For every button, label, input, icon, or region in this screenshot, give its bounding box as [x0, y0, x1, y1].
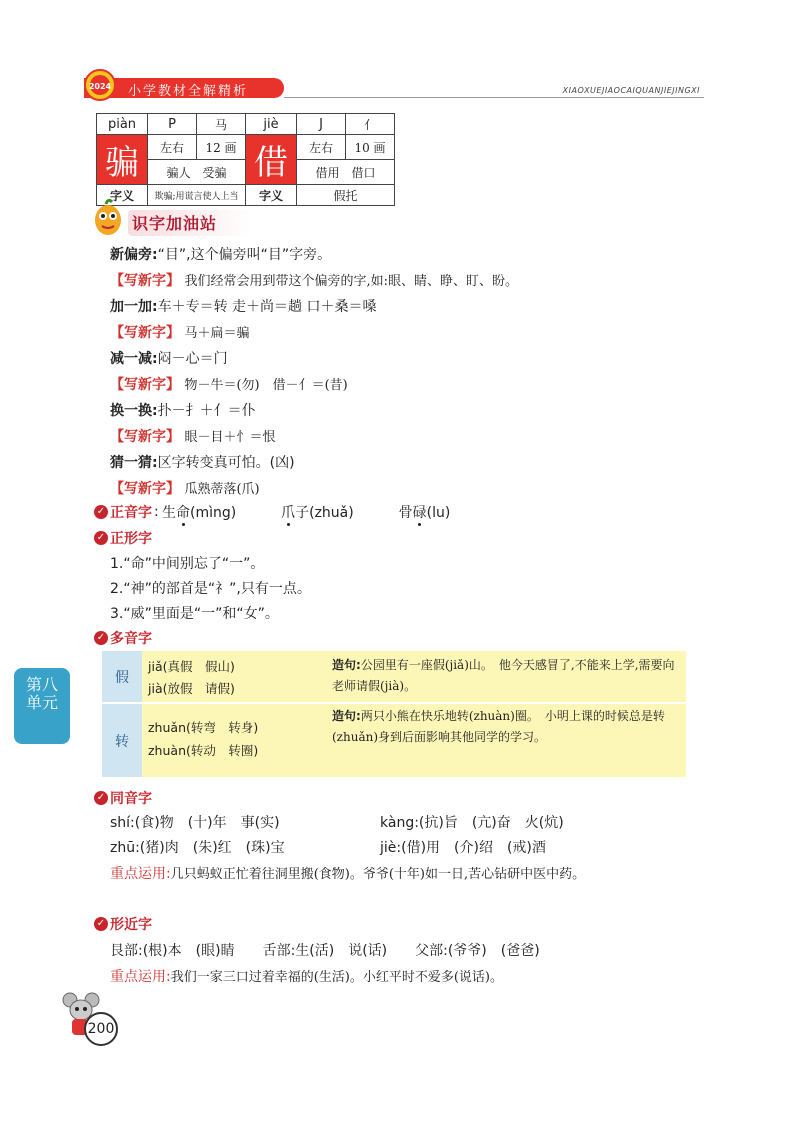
unit-tab-line-2: 单元: [25, 693, 58, 712]
write-line-5: 【写新字】 瓜熟蒂落(爪): [110, 481, 260, 497]
check-icon: ✓: [94, 505, 108, 519]
structure-1: 左右: [148, 135, 197, 160]
zhengxing-item-2: 2.“神”的部首是“礻”,只有一点。: [110, 581, 311, 597]
meaning-1: 欺骗;用谎言使人上当: [148, 185, 246, 206]
xingjin-line: 艮部:(根)本 (眼)睛 舌部:生(活) 说(话) 父部:(爷爷) (爸爸): [110, 943, 540, 959]
guess-line: 猜一猜:区字转变真可怕。(凶): [110, 455, 295, 471]
zhengxing-section: ✓ 正形字: [94, 528, 152, 548]
words-2: 借用 借口: [297, 160, 395, 185]
polyphone-separator: [102, 702, 686, 704]
radical-1: 马: [197, 114, 246, 135]
check-icon: ✓: [94, 917, 108, 931]
tongyin-line-2a: zhū:(猪)肉 (朱)红 (珠)宝: [110, 840, 285, 856]
write-line-3: 【写新字】 物－牛＝(勿) 借－亻＝(昔): [110, 377, 348, 393]
meaning-2: 假托: [297, 185, 395, 206]
check-icon: ✓: [94, 531, 108, 545]
order-mark-1: P: [148, 114, 197, 135]
swap-line: 换一换:扑－扌＋亻＝仆: [110, 403, 256, 419]
tongyin-line-1a: shí:(食)物 (十)年 事(实): [110, 815, 280, 831]
zhengyin-section: ✓ 正音字 :: [94, 502, 159, 522]
order-mark-2: J: [297, 114, 346, 135]
check-icon: ✓: [94, 631, 108, 645]
meaning-label-2: 字义: [246, 185, 297, 206]
tongyin-usage: 重点运用:几只蚂蚁正忙着往洞里搬(食物)。爷爷(十年)如一日,苦心钻研中医中药。: [110, 866, 586, 882]
zhengxing-item-3: 3.“威”里面是“一”和“女”。: [110, 606, 279, 622]
section-title: 识字加油站: [132, 214, 218, 233]
check-icon: ✓: [94, 791, 108, 805]
structure-2: 左右: [297, 135, 346, 160]
add-line: 加一加:车＋专＝转 走＋尚＝趟 口＋桑＝嗓: [110, 299, 377, 315]
write-line-4: 【写新字】 眼－目＋忄＝恨: [110, 429, 276, 445]
strokes-2: 10 画: [346, 135, 395, 160]
write-line-2: 【写新字】 马＋扁＝骗: [110, 325, 250, 341]
polyphone-reading-1a: jiǎ(真假 假山): [148, 659, 235, 674]
badge-logo-icon: [80, 68, 120, 102]
header-pinyin: XIAOXUEJIAOCAIQUANJIEJINGXI: [562, 86, 700, 95]
mascot-icon: [86, 196, 130, 240]
polyphone-reading-2a: zhuǎn(转弯 转身): [148, 720, 259, 735]
unit-side-tab: [14, 668, 70, 744]
logo-text: 2024: [88, 82, 112, 91]
tongyin-section: ✓ 同音字: [94, 788, 152, 808]
pinyin-1: piàn: [97, 114, 148, 135]
xingjin-usage: 重点运用:我们一家三口过着幸福的(生活)。小红平时不爱多(说话)。: [110, 969, 504, 985]
write-line-1: 【写新字】 我们经常会用到带这个偏旁的字,如:眼、睛、睁、盯、盼。: [110, 273, 518, 289]
header-rule: [284, 97, 704, 98]
big-char-2: 借: [246, 135, 297, 185]
unit-tab-line-1: 第八: [25, 675, 58, 694]
polyphone-example-1: 造句:公园里有一座假(jiǎ)山。 他今天感冒了,不能来上学,需要向老师请假(jià)。: [332, 658, 675, 693]
duoyin-section: ✓ 多音字: [94, 628, 152, 648]
polyphone-char-2: 转: [102, 704, 142, 777]
polyphone-char-1: 假: [102, 651, 142, 702]
words-1: 骗人 受骗: [148, 160, 246, 185]
character-table: [96, 113, 395, 206]
polyphone-example-2: 造句:两只小熊在快乐地转(zhuàn)圈。 小明上课的时候总是转(zhuǎn)身到后面影响其他同学的学习。: [332, 709, 665, 744]
tongyin-line-2b: jiè:(借)用 (介)绍 (戒)酒: [380, 840, 546, 856]
radical-2: 亻: [346, 114, 395, 135]
strokes-1: 12 画: [197, 135, 246, 160]
pinyin-2: jiè: [246, 114, 297, 135]
meaning-label-1: 字义: [97, 185, 148, 206]
zhengxing-item-1: 1.“命”中间别忘了“一”。: [110, 556, 265, 572]
tongyin-line-1b: kàng:(抗)旨 (亢)奋 火(炕): [380, 815, 564, 831]
xingjin-section: ✓ 形近字: [94, 914, 152, 934]
big-char-1: 骗: [97, 135, 148, 185]
polyphone-reading-2b: zhuàn(转动 转圈): [148, 743, 259, 758]
header-title: 小学教材全解精析: [128, 84, 249, 99]
subtract-line: 减一减:闷－心＝门: [110, 351, 228, 367]
page-number: 200: [84, 1012, 118, 1046]
new-radical-line: 新偏旁:“目”,这个偏旁叫“目”字旁。: [110, 247, 332, 263]
zhengyin-words: 生命(mìng) 爪子(zhuǎ) 骨碌(lu): [162, 505, 451, 521]
polyphone-reading-1b: jià(放假 请假): [148, 681, 235, 696]
